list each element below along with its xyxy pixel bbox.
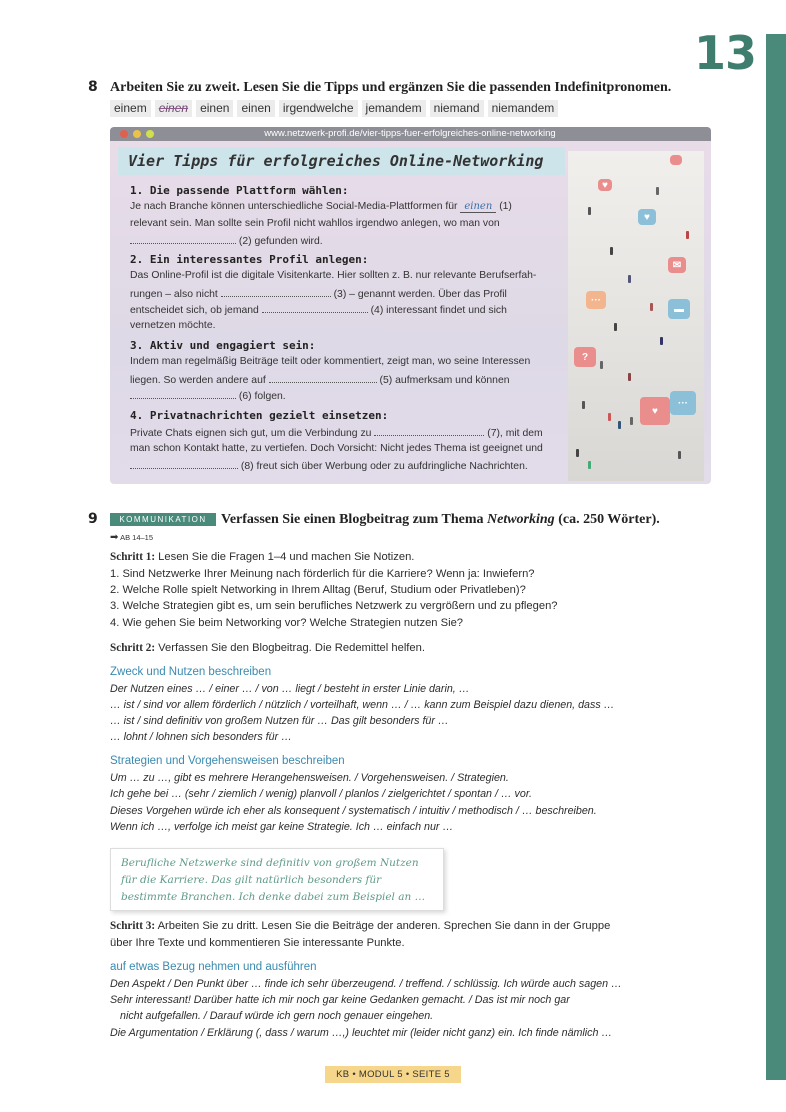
chat-bubble-icon [670, 155, 682, 165]
chapter-number: 13 [694, 26, 757, 80]
phrase-line: Der Nutzen eines … / einer … / von … liegt / besteht in erster Linie darin, … [110, 683, 470, 695]
person-figure [614, 323, 617, 331]
phrase-line: … ist / sind definitiv von großem Nutzen für … Das gilt besonders für … [110, 715, 449, 727]
tip-3-line-1: Indem man regelmäßig Beiträge teilt oder kommentiert, zeigt man, wo seine Interessen [130, 356, 531, 367]
phrase-line: nicht aufgefallen. / Darauf würde ich gern noch genauer eingehen. [120, 1010, 434, 1022]
question-2: 2. Welche Rolle spielt Networking in Ihrem Alltag (Beruf, Studium oder Privatleben)? [110, 584, 526, 596]
tip-4-line-1: Private Chats eignen sich gut, um die Verbindung zu (7), mit dem [130, 428, 543, 439]
note-line: bestimmte Branchen. Ich denke dabei zum Beispiel an … [121, 891, 426, 903]
blank-gap-2[interactable] [130, 234, 236, 244]
note-line: für die Karriere. Das gilt natürlich besonders für [121, 874, 382, 886]
blank-gap-6[interactable] [130, 389, 236, 399]
phrase-line: Dieses Vorgehen würde ich eher als konsequent / systematisch / intuitiv / methodisch / … beschreiben. [110, 805, 597, 817]
blank-gap-7[interactable] [374, 426, 484, 436]
ellipsis-bubble-icon: ··· [586, 291, 606, 309]
phrase-line: Den Aspekt / Den Punkt über … finde ich sehr überzeugend. / treffend. / schlüssig. Ich würde auch sagen … [110, 978, 622, 990]
pronoun-word-bank [110, 100, 558, 117]
tip-3-line-2: liegen. So werden andere auf (5) aufmerksam und können [130, 375, 510, 386]
question-3: 3. Welche Strategien gibt es, um sein berufliches Netzwerk zu vergrößern und zu pflegen? [110, 600, 558, 612]
pronoun-chip: niemandem [488, 100, 559, 117]
handwritten-answer: einen [460, 201, 496, 213]
pronoun-chip: irgendwelche [279, 100, 358, 117]
page-footer: KB • MODUL 5 • SEITE 5 [325, 1066, 461, 1083]
networking-crowd-photo [568, 151, 704, 481]
sample-note-card [110, 848, 444, 911]
section-heading-strategien: Strategien und Vorgehensweisen beschreiben [110, 755, 345, 767]
pronoun-chip-used: einen [155, 100, 192, 117]
phrase-line: … lohnt / lohnen sich besonders für … [110, 731, 292, 743]
person-figure [588, 461, 591, 469]
task-9-number: 9 [88, 511, 98, 527]
heart-bubble-icon: ♥ [640, 397, 670, 425]
section-heading-bezug: auf etwas Bezug nehmen und ausführen [110, 961, 317, 973]
window-minimize-dot [133, 130, 141, 138]
tip-1-line-2: relevant sein. Man sollte sein Profil nicht wahllos irgendwo anlegen, wo man von [130, 218, 500, 229]
tip-4-line-2: man schon Kontakt hatte, zu vertiefen. Doch Vorsicht: Nicht jedes Thema ist geeignet und [130, 443, 543, 454]
phrase-line: Ich gehe bei … (sehr / ziemlich / wenig) planvoll / planlos / zielgerichtet / spontan / … vor. [110, 788, 532, 800]
tip-1-line-3: (2) gefunden wird. [130, 234, 323, 247]
blank-gap-3[interactable] [221, 287, 331, 297]
pronoun-chip: einen [196, 100, 233, 117]
question-1: 1. Sind Netzwerke Ihrer Meinung nach förderlich für die Karriere? Wenn ja: Inwiefern? [110, 568, 535, 580]
phrase-line: Um … zu …, gibt es mehrere Herangehensweisen. / Vorgehensweisen. / Strategien. [110, 772, 509, 784]
tip-2-line-4: vernetzen möchte. [130, 320, 216, 331]
section-heading-zweck: Zweck und Nutzen beschreiben [110, 666, 272, 678]
tip-3-line-3: (6) folgen. [130, 389, 286, 402]
phrase-line: … ist / sind vor allem förderlich / nützlich / vorteilhaft, wenn … / … kann zum Beispiel dazu dienen, dass … [110, 699, 615, 711]
workbook-reference: ➡ AB 14–15 [110, 532, 154, 543]
person-figure [686, 231, 689, 239]
message-bubble-icon: ✉ [668, 257, 686, 273]
tip-2-line-3: entscheidet sich, ob jemand (4) interessant findet und sich [130, 305, 507, 316]
pronoun-chip: einen [237, 100, 274, 117]
person-figure [660, 337, 663, 345]
person-figure [650, 303, 653, 311]
note-line: Berufliche Netzwerke sind definitiv von großem Nutzen [121, 857, 419, 869]
person-figure [628, 373, 631, 381]
schritt-3: Schritt 3: Arbeiten Sie zu dritt. Lesen Sie die Beiträge der anderen. Sprechen Sie dann in der Gruppe [110, 920, 611, 932]
browser-titlebar [110, 127, 711, 141]
person-figure [630, 417, 633, 425]
browser-window [110, 127, 711, 484]
chat-bubble-icon: ▬ [668, 299, 690, 319]
phrase-line: Wenn ich …, verfolge ich meist gar keine Strategie. Ich … einfach nur … [110, 821, 454, 833]
person-figure [576, 449, 579, 457]
heart-bubble-icon: ♥ [598, 179, 612, 191]
tip-4-line-3: (8) freut sich über Werbung oder zu aufdringliche Nachrichten. [130, 459, 528, 472]
task-8-number: 8 [88, 79, 98, 95]
heart-bubble-icon: ♥ [638, 209, 656, 225]
tip-2-line-2: rungen – also nicht (3) – genannt werden. Über das Profil [130, 289, 507, 300]
person-figure [588, 207, 591, 215]
tip-1-line-1: Je nach Branche können unterschiedliche Social-Media-Plattformen für einen (1) [130, 201, 512, 212]
kommunikation-badge: KOMMUNIKATION [110, 513, 216, 526]
tip-2-heading: 2. Ein interessantes Profil anlegen: [130, 253, 369, 266]
tip-3-heading: 3. Aktiv und engagiert sein: [130, 339, 316, 352]
person-figure [610, 247, 613, 255]
phrase-line: Die Argumentation / Erklärung (, dass / warum …,) leuchtet mir (leider nicht ganz) ein. Ich finde nämlich … [110, 1027, 613, 1039]
person-figure [608, 413, 611, 421]
person-figure [656, 187, 659, 195]
window-close-dot [120, 130, 128, 138]
tip-1-heading: 1. Die passende Plattform wählen: [130, 184, 349, 197]
question-4: 4. Wie gehen Sie beim Networking vor? Welche Strategien nutzen Sie? [110, 617, 464, 629]
arrow-right-icon: ➡ [110, 532, 119, 543]
pronoun-chip: niemand [430, 100, 484, 117]
schritt-1: Schritt 1: Lesen Sie die Fragen 1–4 und machen Sie Notizen. [110, 551, 415, 563]
tip-2-line-1: Das Online-Profil ist die digitale Visitenkarte. Hier sollten z. B. nur relevante Berufserfah- [130, 270, 537, 281]
blank-gap-8[interactable] [130, 459, 238, 469]
person-figure [618, 421, 621, 429]
task-8-title: Arbeiten Sie zu zweit. Lesen Sie die Tipps und ergänzen Sie die passenden Indefinitpronomen. [110, 80, 672, 95]
question-bubble-icon: ? [574, 347, 596, 367]
schritt-3-cont: über Ihre Texte und kommentieren Sie interessante Punkte. [110, 937, 405, 949]
task-9-title: Verfassen Sie einen Blogbeitrag zum Thema Networking (ca. 250 Wörter). [221, 512, 660, 527]
blank-gap-5[interactable] [269, 373, 377, 383]
blog-title: Vier Tipps für erfolgreiches Online-Networking [128, 152, 544, 170]
pronoun-chip: einem [110, 100, 151, 117]
window-maximize-dot [146, 130, 154, 138]
person-figure [600, 361, 603, 369]
pronoun-chip: jemandem [362, 100, 426, 117]
phrase-line: Sehr interessant! Darüber hatte ich mir noch gar keine Gedanken gemacht. / Das ist mir noch gar [110, 994, 570, 1006]
browser-url: www.netzwerk-profi.de/vier-tipps-fuer-erfolgreiches-online-networking [264, 128, 556, 139]
blank-gap-4[interactable] [262, 303, 368, 313]
person-figure [582, 401, 585, 409]
tip-4-heading: 4. Privatnachrichten gezielt einsetzen: [130, 409, 389, 422]
person-figure [628, 275, 631, 283]
ellipsis-bubble-icon: ··· [670, 391, 696, 415]
side-color-bar [766, 34, 786, 1080]
schritt-2: Schritt 2: Verfassen Sie den Blogbeitrag. Die Redemittel helfen. [110, 642, 425, 654]
person-figure [678, 451, 681, 459]
